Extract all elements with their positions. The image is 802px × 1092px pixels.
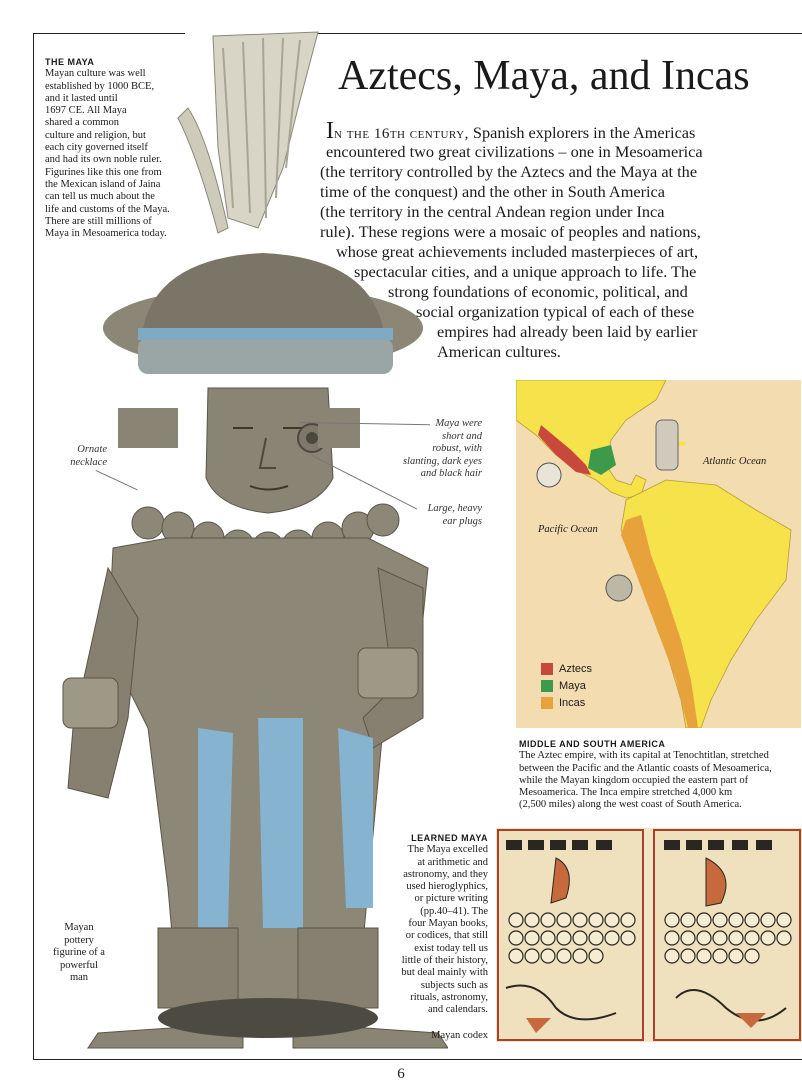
intro-line: (the territory in the central Andean region under Inca	[320, 202, 665, 221]
callout-line: slanting, dark eyes	[402, 455, 482, 467]
intro-line-first	[326, 118, 696, 144]
callout-line: Maya were	[435, 418, 482, 429]
callout-line: ear plugs	[442, 515, 482, 527]
callout-line: short and	[442, 430, 482, 442]
caption-line: powerful	[60, 959, 98, 971]
legend-label: Aztecs	[559, 662, 593, 675]
sidebar-line: and had its own noble ruler.	[45, 154, 162, 166]
intro-line: encountered two great civilizations – one in Mesoamerica	[326, 142, 703, 161]
caption-line: or picture writing	[414, 893, 488, 905]
caption-line: figurine of a	[53, 947, 105, 958]
callout-necklace	[40, 444, 107, 469]
page-title: Aztecs, Maya, and Incas	[338, 53, 750, 99]
sidebar-line: Figurines like this one from	[45, 166, 162, 178]
intro-line: rule). These regions were a mosaic of peoples and nations,	[320, 222, 701, 241]
intro-line: strong foundations of economic, political, and	[388, 282, 688, 301]
map-caption	[519, 738, 799, 812]
sidebar-line: Mayan culture was well	[45, 68, 146, 80]
caption-line: pottery	[64, 934, 94, 946]
sidebar-line: culture and religion, but	[45, 129, 146, 141]
caption-line: subjects such as	[420, 979, 488, 991]
map-caption-heading: MIDDLE AND SOUTH AMERICA	[519, 739, 666, 749]
sidebar-line: shared a common	[45, 117, 120, 129]
legend-label: Maya	[559, 679, 586, 692]
caption-line: between the Pacific and the Atlantic coasts of Mesoamerica,	[519, 762, 772, 774]
caption-line: (2,500 miles) along the west coast of South America.	[519, 799, 742, 811]
callout-line: Large, heavy	[427, 503, 482, 514]
intro-line: time of the conquest) and the other in South America	[320, 182, 665, 201]
caption-line: four Mayan books,	[408, 918, 488, 930]
intro-line: social organization typical of each of these	[416, 302, 695, 321]
frame-bottom-rule	[33, 1059, 802, 1060]
caption-line: or codices, that still	[405, 930, 488, 942]
intro-dropcap: I	[326, 118, 334, 144]
codex-label: Mayan codex	[431, 1030, 488, 1041]
caption-line: little of their history,	[401, 954, 488, 966]
atlantic-ocean-label: Atlantic Ocean	[703, 456, 767, 467]
intro-line: empires had already been laid by earlier	[437, 322, 698, 341]
legend-item-maya	[541, 677, 592, 694]
map-legend	[541, 660, 592, 711]
intro-line: whose great achievements included masterpieces of art,	[336, 242, 699, 261]
page-number: 6	[397, 1066, 405, 1082]
intro-smallcaps: n the 16th century,	[334, 126, 469, 142]
legend-swatch	[541, 680, 553, 692]
caption-line: Mesoamerica. The Inca empire stretched 4,000 km	[519, 787, 733, 799]
maya-sidebar-heading: THE MAYA	[45, 57, 95, 67]
sidebar-line: life and customs of the Maya.	[45, 203, 170, 215]
caption-line: used hieroglyphics,	[406, 881, 488, 893]
codex-caption-heading: LEARNED MAYA	[411, 833, 488, 843]
callout-line: robust, with	[432, 443, 482, 454]
caption-line: at arithmetic and	[417, 856, 488, 868]
sidebar-line: the Mexican island of Jaina	[45, 178, 161, 190]
caption-line: while the Mayan kingdom occupied the eastern part of	[519, 774, 749, 786]
callout-line: Ornate	[77, 444, 107, 455]
caption-line: but deal mainly with	[401, 967, 488, 979]
caption-line: The Maya excelled	[407, 844, 488, 856]
callout-line: necklace	[70, 456, 107, 468]
caption-line: Mayan	[64, 922, 94, 933]
callout-line: and black hair	[420, 468, 482, 479]
sidebar-line: and it lasted until	[45, 92, 118, 104]
intro-line: spectacular cities, and a unique approach to life. The	[354, 262, 697, 281]
legend-label: Incas	[559, 696, 586, 709]
figurine-caption	[38, 922, 120, 985]
caption-line: The Aztec empire, with its capital at Tenochtitlan, stretched	[519, 750, 769, 762]
intro-line: American cultures.	[437, 342, 561, 361]
legend-item-aztecs	[541, 660, 592, 677]
intro-line: Spanish explorers in the Americas	[468, 123, 696, 142]
sidebar-line: each city governed itself	[45, 142, 148, 154]
callout-maya-features	[368, 418, 482, 481]
sidebar-line: can tell us much about the	[45, 191, 155, 203]
intro-line: (the territory controlled by the Aztecs and the Maya at the	[320, 162, 698, 181]
legend-swatch	[541, 697, 553, 709]
codex-caption	[385, 832, 488, 1016]
caption-line: astronomy, and they	[403, 868, 488, 880]
sidebar-line: established by 1000 BCE,	[45, 80, 155, 92]
caption-line: exist today tell us	[414, 942, 488, 954]
caption-line: man	[69, 972, 89, 983]
sidebar-line: There are still millions of	[45, 215, 152, 227]
pacific-ocean-label: Pacific Ocean	[538, 524, 598, 535]
legend-swatch	[541, 663, 553, 675]
caption-line: (pp.40–41). The	[420, 905, 488, 917]
mayan-codex-image	[496, 828, 802, 1042]
legend-item-incas	[541, 694, 592, 711]
caption-line: rituals, astronomy,	[410, 991, 488, 1003]
sidebar-line: 1697 CE. All Maya	[45, 105, 127, 117]
caption-line: and calendars.	[427, 1004, 488, 1016]
sidebar-line: Maya in Mesoamerica today.	[45, 228, 167, 240]
maya-sidebar	[45, 56, 190, 240]
